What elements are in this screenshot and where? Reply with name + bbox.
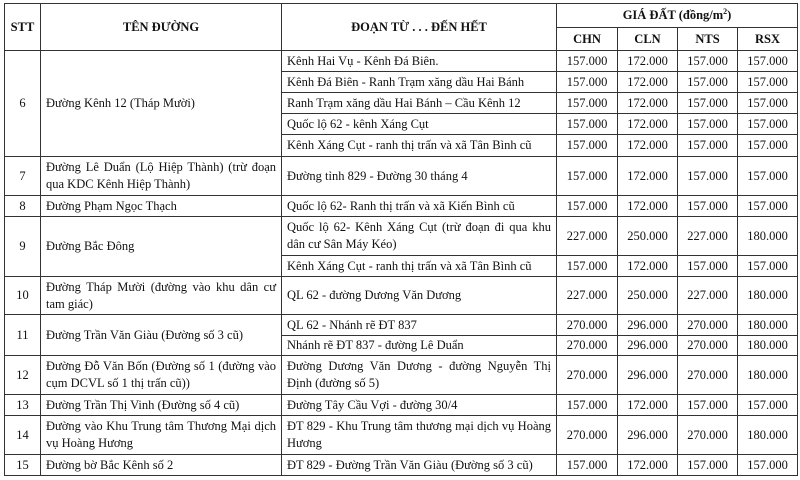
price-nts: 157.000 (678, 395, 738, 416)
price-nts: 270.000 (678, 356, 738, 395)
street-name-cell: Đường Tháp Mười (đường vào khu dân cư tam giác) (41, 277, 282, 315)
price-chn: 227.000 (557, 277, 618, 315)
price-nts: 157.000 (678, 196, 738, 217)
price-cln: 172.000 (618, 72, 678, 93)
segment-cell: Quốc lộ 62- Ranh thị trấn và xã Kiến Bình cũ (282, 196, 557, 217)
stt-cell: 15 (5, 455, 41, 476)
price-chn: 270.000 (557, 416, 618, 455)
header-chn: CHN (557, 28, 618, 51)
table-row (5, 196, 798, 217)
price-rsx: 180.000 (738, 356, 798, 395)
stt-cell: 13 (5, 395, 41, 416)
stt-cell: 11 (5, 315, 41, 356)
table-row (5, 416, 798, 455)
price-nts: 157.000 (678, 51, 738, 72)
table-header (5, 4, 798, 51)
price-nts: 157.000 (678, 114, 738, 135)
header-rsx: RSX (738, 28, 798, 51)
header-gia-dat-close: ) (727, 8, 732, 22)
price-nts: 157.000 (678, 135, 738, 157)
table-row (5, 157, 798, 196)
header-doan: ĐOẠN TỪ . . . ĐẾN HẾT (282, 4, 557, 51)
price-cln: 172.000 (618, 114, 678, 135)
price-cln: 172.000 (618, 51, 678, 72)
header-gia-dat (557, 4, 798, 28)
price-cln: 172.000 (618, 93, 678, 114)
price-cln: 296.000 (618, 416, 678, 455)
price-nts: 227.000 (678, 217, 738, 256)
price-chn: 270.000 (557, 315, 618, 336)
price-cln: 172.000 (618, 256, 678, 277)
price-rsx: 157.000 (738, 157, 798, 196)
price-nts: 157.000 (678, 256, 738, 277)
price-cln: 172.000 (618, 196, 678, 217)
price-chn: 157.000 (557, 395, 618, 416)
segment-cell: Đường Tây Cầu Vợi - đường 30/4 (282, 395, 557, 416)
header-cln: CLN (618, 28, 678, 51)
price-chn: 270.000 (557, 356, 618, 395)
table-row (5, 315, 798, 336)
price-cln: 250.000 (618, 277, 678, 315)
price-rsx: 157.000 (738, 196, 798, 217)
table-row (5, 277, 798, 315)
price-rsx: 180.000 (738, 416, 798, 455)
price-rsx: 157.000 (738, 51, 798, 72)
table-body (5, 51, 798, 476)
price-cln: 296.000 (618, 315, 678, 336)
price-nts: 270.000 (678, 416, 738, 455)
table-row (5, 51, 798, 72)
price-rsx: 157.000 (738, 256, 798, 277)
table-row (5, 217, 798, 256)
price-cln: 172.000 (618, 455, 678, 476)
stt-cell: 10 (5, 277, 41, 315)
price-rsx: 157.000 (738, 72, 798, 93)
segment-cell: Đường Dương Văn Dương - đường Nguyễn Thị Định (đường số 5) (282, 356, 557, 395)
segment-cell: Ranh Trạm xăng dầu Hai Bánh – Cầu Kênh 12 (282, 93, 557, 114)
price-nts: 157.000 (678, 455, 738, 476)
price-cln: 296.000 (618, 336, 678, 356)
header-gia-dat-sup: 2 (723, 6, 728, 16)
price-rsx: 157.000 (738, 93, 798, 114)
price-chn: 157.000 (557, 51, 618, 72)
price-nts: 157.000 (678, 93, 738, 114)
price-rsx: 157.000 (738, 395, 798, 416)
header-nts: NTS (678, 28, 738, 51)
price-rsx: 157.000 (738, 114, 798, 135)
price-chn: 270.000 (557, 336, 618, 356)
segment-cell: ĐT 829 - Đường Trần Văn Giàu (Đường số 3 cũ) (282, 455, 557, 476)
price-nts: 270.000 (678, 336, 738, 356)
price-cln: 172.000 (618, 157, 678, 196)
street-name-cell: Đường Kênh 12 (Tháp Mười) (41, 51, 282, 157)
table-row (5, 356, 798, 395)
segment-cell: Quốc lộ 62 - kênh Xáng Cụt (282, 114, 557, 135)
price-chn: 157.000 (557, 72, 618, 93)
stt-cell: 6 (5, 51, 41, 157)
segment-cell: Kênh Hai Vụ - Kênh Đá Biên. (282, 51, 557, 72)
price-chn: 157.000 (557, 135, 618, 157)
price-rsx: 180.000 (738, 217, 798, 256)
price-cln: 172.000 (618, 135, 678, 157)
header-gia-dat-label: GIÁ ĐẤT (đồng/m (622, 8, 724, 22)
segment-cell: Đường tỉnh 829 - Đường 30 tháng 4 (282, 157, 557, 196)
stt-cell: 8 (5, 196, 41, 217)
segment-cell: QL 62 - Nhánh rẽ ĐT 837 (282, 315, 557, 336)
street-name-cell: Đường Đỗ Văn Bốn (Đường số 1 (đường vào cụm DCVL số 1 thị trấn cũ)) (41, 356, 282, 395)
price-rsx: 157.000 (738, 455, 798, 476)
price-nts: 227.000 (678, 277, 738, 315)
street-name-cell: Đường vào Khu Trung tâm Thương Mại dịch vụ Hoàng Hương (41, 416, 282, 455)
stt-cell: 7 (5, 157, 41, 196)
stt-cell: 14 (5, 416, 41, 455)
price-rsx: 180.000 (738, 277, 798, 315)
price-chn: 227.000 (557, 217, 618, 256)
street-name-cell: Đường Bắc Đông (41, 217, 282, 277)
segment-cell: Kênh Xáng Cụt - ranh thị trấn và xã Tân Bình cũ (282, 135, 557, 157)
price-chn: 157.000 (557, 196, 618, 217)
price-chn: 157.000 (557, 256, 618, 277)
street-name-cell: Đường Trần Thị Vinh (Đường số 4 cũ) (41, 395, 282, 416)
stt-cell: 12 (5, 356, 41, 395)
segment-cell: Nhánh rẽ ĐT 837 - đường Lê Duẩn (282, 336, 557, 356)
segment-cell: Kênh Xáng Cụt - ranh thị trấn và xã Tân Bình cũ (282, 256, 557, 277)
land-price-table (4, 3, 798, 476)
price-nts: 157.000 (678, 72, 738, 93)
price-rsx: 157.000 (738, 135, 798, 157)
table-row (5, 455, 798, 476)
header-stt: STT (5, 4, 41, 51)
price-cln: 172.000 (618, 395, 678, 416)
stt-cell: 9 (5, 217, 41, 277)
price-chn: 157.000 (557, 114, 618, 135)
price-rsx: 180.000 (738, 315, 798, 336)
price-nts: 157.000 (678, 157, 738, 196)
price-chn: 157.000 (557, 93, 618, 114)
street-name-cell: Đường Trần Văn Giàu (Đường số 3 cũ) (41, 315, 282, 356)
street-name-cell: Đường Lê Duẩn (Lộ Hiệp Thành) (trừ đoạn qua KDC Kênh Hiệp Thành) (41, 157, 282, 196)
price-rsx: 180.000 (738, 336, 798, 356)
segment-cell: Quốc lộ 62- Kênh Xáng Cụt (trừ đoạn đi qua khu dân cư Sân Máy Kéo) (282, 217, 557, 256)
price-cln: 296.000 (618, 356, 678, 395)
street-name-cell: Đường bờ Bắc Kênh số 2 (41, 455, 282, 476)
segment-cell: Kênh Đá Biên - Ranh Trạm xăng dầu Hai Bánh (282, 72, 557, 93)
segment-cell: ĐT 829 - Khu Trung tâm thương mại dịch vụ Hoàng Hương (282, 416, 557, 455)
price-nts: 270.000 (678, 315, 738, 336)
header-ten-duong: TÊN ĐƯỜNG (41, 4, 282, 51)
price-cln: 250.000 (618, 217, 678, 256)
segment-cell: QL 62 - đường Dương Văn Dương (282, 277, 557, 315)
price-chn: 157.000 (557, 455, 618, 476)
price-chn: 157.000 (557, 157, 618, 196)
table-row (5, 395, 798, 416)
street-name-cell: Đường Phạm Ngọc Thạch (41, 196, 282, 217)
